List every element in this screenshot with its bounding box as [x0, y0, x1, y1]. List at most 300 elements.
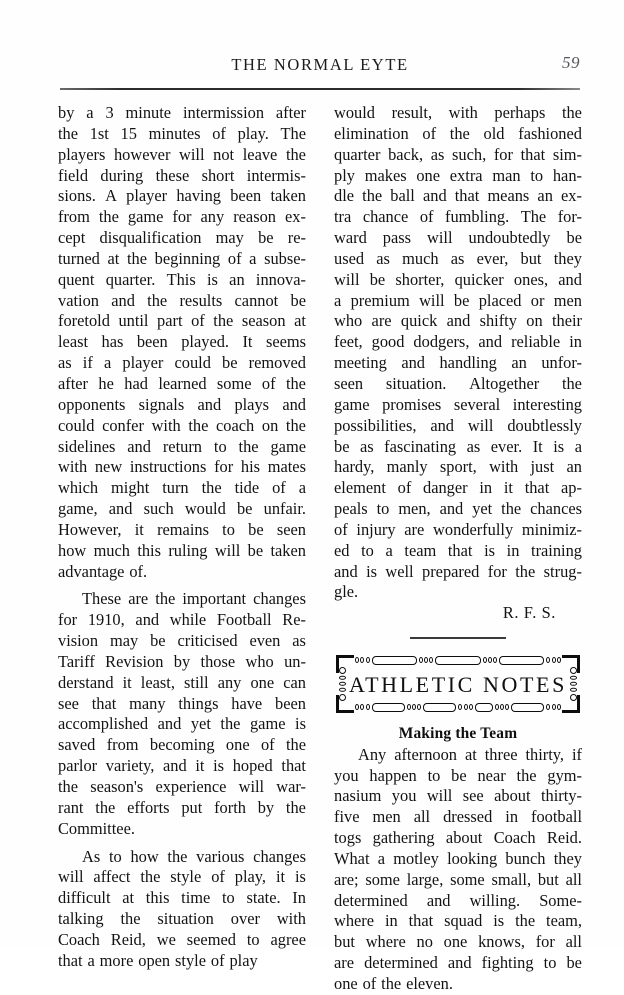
word: this: [145, 888, 170, 908]
text-line: [58, 311, 306, 332]
word: Revision: [105, 651, 164, 671]
word: open: [138, 950, 171, 970]
word: 15: [120, 123, 137, 143]
word: of: [191, 311, 205, 331]
word: eleven.: [406, 973, 453, 993]
text-line: [334, 437, 582, 458]
word: han-: [552, 165, 582, 185]
word: quent: [58, 269, 95, 289]
word: the: [501, 499, 522, 519]
word: to: [213, 436, 227, 456]
word: squad: [444, 911, 483, 931]
word: for: [214, 457, 234, 477]
page-title: THE NORMAL EYTE: [231, 55, 409, 74]
word: be: [290, 290, 306, 310]
word: see: [58, 693, 79, 713]
word: at: [294, 311, 306, 331]
word: in: [506, 540, 520, 560]
word: the: [561, 373, 582, 393]
word: gle.: [334, 582, 359, 602]
word: unfor-: [541, 353, 582, 373]
word: play,: [234, 867, 267, 887]
word: no: [416, 932, 433, 952]
word: is: [206, 269, 218, 289]
word: willing.: [469, 890, 521, 910]
word: extra: [449, 165, 483, 185]
word: to: [376, 499, 390, 519]
word: it: [195, 756, 205, 776]
word: foretold: [58, 311, 110, 331]
word: ap-: [561, 478, 582, 498]
word: and: [334, 561, 358, 581]
text-line: [334, 807, 582, 828]
word: the: [515, 911, 536, 931]
word: 1910,: [87, 610, 125, 630]
word: old: [483, 123, 505, 143]
bead-cluster: [407, 704, 422, 710]
section-title: ATHLETIC NOTES: [349, 671, 567, 697]
word: is: [493, 911, 505, 931]
word: their: [551, 311, 582, 331]
word: least,: [140, 672, 175, 692]
word: element: [334, 478, 386, 498]
word: leave: [242, 144, 278, 164]
word: will: [179, 144, 205, 164]
word: might: [111, 478, 150, 498]
word: and: [439, 499, 464, 519]
ornament-segment: [372, 703, 405, 712]
word: yet: [190, 714, 211, 734]
article-signature: R. F. S.: [502, 603, 556, 623]
word: such,: [452, 144, 487, 164]
word: one: [416, 165, 441, 185]
word: the: [155, 589, 176, 609]
word: results: [179, 290, 223, 310]
word: interesting: [512, 394, 582, 414]
word: thirty,: [525, 744, 565, 764]
text-line: [58, 353, 306, 374]
text-line: [58, 589, 306, 610]
word: which: [58, 478, 99, 498]
word: to: [427, 765, 441, 785]
word: difficult: [58, 888, 111, 908]
bead-cluster: [546, 704, 561, 710]
word: all: [565, 932, 582, 952]
word: efforts: [127, 797, 170, 817]
word: much: [93, 540, 130, 560]
word: that: [520, 144, 546, 164]
text-line: [58, 610, 306, 631]
word: bunch: [505, 848, 546, 868]
word: all: [565, 869, 582, 889]
word: experience: [155, 777, 227, 796]
word: the: [238, 436, 259, 456]
word: thirty-: [541, 786, 582, 806]
text-line: [58, 270, 306, 291]
word: determined: [334, 890, 408, 910]
word: and: [447, 953, 472, 973]
word: Some-: [539, 890, 582, 910]
word: at: [122, 888, 135, 908]
word: the: [147, 290, 168, 310]
word: of: [419, 207, 434, 227]
ornament-segment: [372, 656, 417, 665]
text-line: [334, 249, 582, 270]
word: his: [240, 457, 261, 477]
word: training: [531, 540, 582, 560]
word: Tariff: [58, 651, 95, 671]
text-line: [58, 124, 306, 145]
ornament-segment: [511, 703, 544, 712]
word: how: [130, 846, 159, 866]
word: knows,: [478, 932, 525, 952]
word: situation: [157, 909, 214, 929]
word: beginning: [154, 248, 221, 268]
word: sport,: [439, 457, 477, 477]
word: these: [155, 165, 190, 185]
running-head: [60, 55, 580, 81]
word: an: [229, 269, 245, 289]
word: doubtlessly: [507, 415, 582, 435]
word: danger: [423, 478, 468, 498]
text-line: [334, 353, 582, 374]
word: elimination: [334, 123, 409, 143]
word: been: [136, 332, 168, 352]
word: taken: [270, 540, 306, 560]
word: hoped: [232, 756, 273, 776]
word: after: [58, 373, 89, 393]
word: several: [453, 394, 501, 414]
word: of: [422, 123, 437, 143]
word: becoming: [149, 735, 215, 755]
text-line: [58, 207, 306, 228]
word: 1st: [89, 123, 109, 143]
word: In: [292, 888, 306, 908]
word: that: [281, 756, 306, 776]
word: with: [58, 457, 88, 477]
word: talking: [58, 909, 104, 929]
word: ever.: [490, 436, 523, 456]
word: the: [285, 415, 306, 435]
word: any: [217, 672, 242, 692]
word: this: [137, 540, 161, 560]
word: player: [122, 353, 164, 373]
left-column: [58, 103, 306, 972]
word: dle: [334, 186, 355, 206]
word: can: [283, 672, 306, 692]
word: However,: [58, 519, 122, 539]
word: be: [236, 499, 253, 519]
word: to: [361, 540, 374, 560]
word: during: [100, 165, 144, 185]
word: with: [448, 103, 478, 122]
word: who: [245, 651, 274, 671]
text-line: [334, 145, 582, 166]
word: remains: [157, 519, 209, 539]
text-line: [334, 541, 582, 562]
word: These: [82, 589, 122, 609]
word: dodgers,: [413, 332, 470, 352]
word: is: [295, 714, 306, 734]
word: well: [385, 561, 414, 581]
word: as: [292, 631, 306, 651]
word: could: [58, 415, 95, 435]
word: the: [213, 311, 234, 331]
text-line: [334, 228, 582, 249]
word: played.: [181, 332, 230, 352]
text-line: [334, 870, 582, 891]
text-line: [58, 374, 306, 395]
word: hardy,: [334, 457, 375, 477]
word: you: [391, 786, 417, 806]
word: he: [98, 373, 114, 393]
word: things: [178, 693, 219, 713]
bead-cluster: [495, 704, 510, 710]
word: means: [487, 186, 530, 206]
word: team: [404, 540, 437, 560]
word: some: [216, 373, 252, 393]
text-line: [334, 520, 582, 541]
text-line: [334, 828, 582, 849]
word: one: [225, 735, 250, 755]
text-line: [58, 520, 306, 541]
word: minutes: [148, 123, 201, 143]
word: ward: [334, 228, 367, 248]
word: had: [124, 373, 148, 393]
paragraph-gap: [58, 840, 306, 847]
text-line: [58, 756, 306, 777]
text-line: [58, 819, 306, 840]
text-line: [334, 103, 582, 124]
word: in: [505, 807, 519, 827]
word: may: [215, 228, 244, 248]
word: with: [151, 415, 181, 435]
word: put: [181, 797, 203, 817]
text-line: [58, 478, 306, 499]
athletic-notes-banner: [334, 653, 582, 715]
word: but: [537, 869, 559, 889]
word: the: [188, 415, 209, 435]
text-line: [58, 145, 306, 166]
word: are: [404, 519, 425, 539]
word: to: [108, 846, 122, 866]
word: while: [169, 610, 207, 630]
word: and: [430, 415, 454, 435]
word: player: [126, 186, 168, 206]
word: chance: [362, 207, 409, 227]
text-line: [58, 166, 306, 187]
word: of: [397, 478, 412, 498]
text-line: [58, 562, 306, 583]
word: ed: [334, 540, 350, 560]
text-line: [334, 911, 582, 932]
word: will: [467, 415, 494, 435]
word: game,: [58, 499, 98, 519]
text-line: [58, 437, 306, 458]
text-line: [58, 847, 306, 868]
word: meeting: [334, 353, 387, 373]
word: and: [163, 756, 187, 776]
word: how: [58, 540, 87, 560]
word: strug-: [543, 561, 582, 581]
word: three: [484, 744, 518, 764]
word: as: [466, 436, 481, 456]
word: team,: [546, 911, 582, 931]
word: those: [200, 651, 236, 671]
word: injury: [356, 519, 396, 539]
word: fashioned: [518, 123, 582, 143]
word: the: [201, 478, 222, 498]
word: where: [334, 911, 375, 931]
text-line: [58, 694, 306, 715]
word: such: [143, 499, 174, 519]
word: as: [430, 144, 445, 164]
word: for: [535, 932, 555, 952]
word: coach: [216, 415, 255, 435]
word: may: [109, 631, 139, 651]
word: still: [184, 672, 209, 692]
word: not: [213, 144, 235, 164]
word: the: [58, 123, 79, 143]
word: some: [450, 869, 485, 889]
word: are: [334, 953, 355, 973]
word: plays: [234, 394, 270, 414]
word: reason: [233, 207, 276, 227]
word: the: [127, 248, 148, 268]
word: is: [366, 561, 377, 581]
word: manly: [386, 457, 428, 477]
word: cannot: [234, 290, 279, 310]
word: an: [566, 457, 582, 477]
text-line: [334, 416, 582, 437]
word: subse-: [264, 248, 306, 268]
word: to: [246, 929, 260, 949]
bead-cluster: [355, 704, 370, 710]
word: opponents: [58, 394, 126, 414]
text-line: [58, 541, 306, 562]
text-line: [334, 270, 582, 291]
ornament-segment: [475, 703, 493, 712]
text-line: [58, 249, 306, 270]
word: rant: [58, 797, 84, 817]
word: on: [526, 311, 543, 331]
word: style: [175, 950, 207, 970]
word: Committee.: [58, 818, 135, 838]
word: are: [128, 589, 149, 609]
word: the: [449, 123, 470, 143]
word: the: [285, 373, 306, 393]
word: see: [462, 786, 484, 806]
word: is: [213, 756, 225, 776]
word: quarter: [334, 144, 381, 164]
word: makes: [364, 165, 407, 185]
text-line: [58, 777, 306, 798]
word: result,: [391, 103, 433, 122]
word: to: [530, 165, 544, 185]
word: of: [212, 123, 226, 143]
word: afternoon: [394, 744, 457, 764]
word: in: [384, 911, 398, 931]
text-line: [334, 207, 582, 228]
word: a: [385, 540, 393, 560]
text-line: [334, 891, 582, 912]
word: important: [182, 589, 247, 609]
word: but: [520, 248, 542, 268]
word: war-: [276, 777, 306, 796]
word: the: [220, 714, 241, 734]
bead-cluster: [419, 657, 434, 663]
word: will: [238, 777, 265, 796]
word: disqualification: [99, 228, 202, 248]
word: for: [487, 561, 507, 581]
word: many: [129, 693, 166, 713]
word: removed: [248, 353, 306, 373]
word: confer: [102, 415, 144, 435]
word: short: [201, 165, 235, 185]
word: Football: [216, 610, 272, 630]
word: state.: [246, 888, 281, 908]
word: sim-: [552, 144, 582, 164]
text-line: [58, 888, 306, 909]
word: or: [530, 290, 545, 310]
word: be: [150, 631, 166, 651]
word: a: [86, 103, 94, 122]
word: having: [176, 186, 221, 206]
text-line: [58, 735, 306, 756]
word: prepared: [422, 561, 480, 581]
word: where: [365, 932, 406, 952]
word: wonderfully: [433, 519, 514, 539]
word: be: [453, 290, 470, 310]
word: least: [58, 332, 89, 352]
word: Altogether: [469, 373, 540, 393]
word: tra: [334, 207, 352, 227]
word: even: [249, 631, 281, 651]
word: turn: [162, 478, 189, 498]
word: much: [402, 248, 439, 268]
word: fighting: [481, 953, 534, 973]
text-line: [334, 124, 582, 145]
text-line: [334, 562, 582, 583]
word: cept: [58, 228, 86, 248]
word: of: [227, 248, 242, 268]
word: however: [113, 144, 171, 164]
word: that: [524, 478, 550, 498]
word: The: [280, 123, 306, 143]
word: in: [569, 332, 582, 352]
text-line: [334, 582, 582, 603]
word: be: [451, 765, 467, 785]
word: quarter.: [105, 269, 156, 289]
word: a: [377, 848, 386, 868]
word: with: [489, 457, 519, 477]
word: if: [571, 744, 582, 764]
word: variety,: [105, 756, 155, 776]
word: the: [561, 103, 582, 122]
word: determined: [364, 953, 438, 973]
word: seen: [276, 519, 306, 539]
word: minimiz-: [521, 519, 582, 539]
word: Coach: [493, 828, 536, 848]
word: it: [122, 672, 132, 692]
word: Any: [358, 744, 387, 764]
word: style: [170, 867, 202, 887]
word: shifty: [479, 311, 517, 331]
word: derstand: [58, 672, 114, 692]
word: quick: [400, 311, 438, 331]
word: affect: [93, 867, 131, 887]
page-number: 59: [562, 53, 580, 72]
